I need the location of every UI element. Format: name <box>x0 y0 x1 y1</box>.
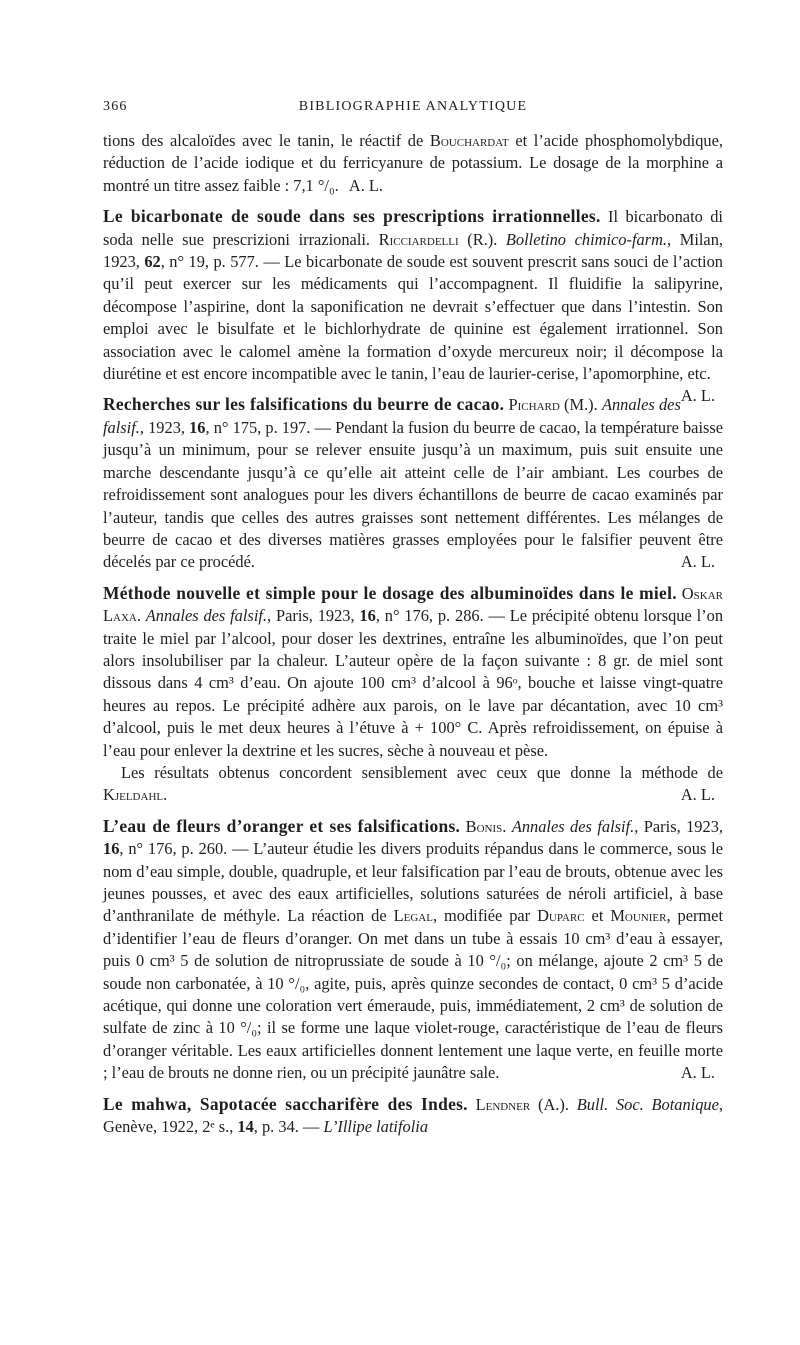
entry-body: Le bicarbonate de soude est souvent prescrit sans souci de l’action qu’il peut exercer sur les médicaments qui l’accompagnent. Il fluidifie la salipyrine, décompose l’aspirine, dont la saponification ne devrait s’effectuer que dans l’intestin. Son emploi avec le bisulfate et le bichlorhydrate de quinine est également irrationnel. Son association avec le calomel amène la formation d’oxyde mercureux noir; il décompose la diurétine et est encore incompatible avec le tanin, l’eau de laurier-cerise, l’apomorphine, etc. <box>103 252 723 384</box>
entry-body: , permet d’identifier l’eau de fleurs d’oranger. On met dans un tube à essais 10 cm³ d’eau à essayer, puis 0 cm³ 5 de solution de nitroprussiate de soude à 10 °/₀; on mélange, ajoute 2 cm³ 5 de soude non carbonatée, à 10 °/₀, agite, puis, après quinze secondes de contact, 0 cm³ 5 d’acide acétique, qui donne une coloration vert émeraude, puis, immédiatement, 2 cm³ de solution de sulfate de zinc à 10 °/₀; il se forme une laque violet-rouge, caractéristique de l’eau de fleurs d’oranger véritable. Les eaux artificielles donnent lentement une laque verte, en feuille morte ; l’eau de brouts ne donne rien, ou un précipité jaunâtre sale. <box>103 906 724 1083</box>
entry-author: Ricciardelli (R.). <box>378 229 498 249</box>
entry-reference: , Genève, 1922, 2ᵉ s., <box>103 1094 723 1137</box>
entry-volume: 16 <box>103 839 120 859</box>
author-name: Bouchardat <box>429 131 509 150</box>
entry-body: Les résultats obtenus concordent sensiblement avec ceux que donne la méthode de <box>121 762 723 782</box>
entry-mahwa <box>103 1093 723 1139</box>
entry-paragraph <box>103 762 723 807</box>
entry-body: Pendant la fusion du beurre de cacao, la température baisse jusqu’à un minimum, pour se relever ensuite jusqu’à un maximum, puis suit ensuite une marche descendante jusqu’à ce qu’elle ait atteint celle de l’air ambiant. Les courbes de refroidissement sont analogues pour les divers échantillons de beurre de cacao examinés par l’auteur, tandis que celles des autres graisses sont nettement différentes. Les mélanges de beurre de cacao et des diverses matières grasses employées pour le falsifier peuvent être décelés par ce procédé. <box>103 417 724 572</box>
signature: A. L. <box>680 1063 715 1083</box>
entry-reference: , Paris, 1923, <box>267 606 360 626</box>
entry-title: Le bicarbonate de soude dans ses prescriptions irrationnelles. <box>103 206 601 227</box>
signature: A. L. <box>680 785 715 805</box>
entry-reference: , 1923, <box>139 417 190 437</box>
signature: A. L. <box>680 552 715 572</box>
entry-body: L’auteur étudie les divers produits répandus dans le commerce, sous le nom d’eau simple, double, quadruple, et leur falsification par l’eau de brouts, obtenue avec les jeunes pousses, et avec des eaux artificielles, solutions saturées de néroli artificiel, à base d’anthranilate de méthyle. La réaction de <box>103 839 723 926</box>
entry-title: Méthode nouvelle et simple pour le dosage des albuminoïdes dans le miel. <box>103 582 677 603</box>
author-name: Duparc <box>537 906 585 926</box>
entry-title: Recherches sur les falsifications du beurre de cacao. <box>103 394 505 415</box>
entry-volume: 62 <box>144 252 161 272</box>
entry-author: Bonis. <box>460 816 512 836</box>
continuation-text: tions des alcaloïdes avec le tanin, le réactif de <box>103 131 430 150</box>
continuation-text: et l’acide phosphomolybdique, réduction de l’acide iodique et du ferricyanure de potassium. Le dosage de la morphine a montré un titre assez faible : 7,1 °/₀. <box>103 131 723 195</box>
entry-reference: Il bicarbonato di soda nelle sue prescrizioni irrazionali. <box>103 207 723 249</box>
author-name: Kjeldahl. <box>103 785 168 805</box>
page-header <box>103 92 723 114</box>
entry-reference: , n° 175, p. 197. — <box>205 417 336 437</box>
entry-reference: , Milan, 1923, <box>103 229 723 272</box>
entry-author: Lendner (A.). <box>467 1094 577 1114</box>
entry-body: L’Illipe latifolia <box>323 1117 429 1137</box>
running-title: BIBLIOGRAPHIE ANALYTIQUE <box>298 99 528 114</box>
entry-volume: 16 <box>189 417 206 437</box>
entry-beurre-cacao <box>103 393 723 573</box>
entry-author: Pichard (M.). <box>504 395 602 415</box>
continuation-paragraph <box>103 130 723 197</box>
entry-title: Le mahwa, Sapotacée saccharifère des Indes. <box>103 1093 468 1114</box>
entry-journal: Annales des falsif. <box>511 816 635 836</box>
author-name: Legal <box>393 906 433 926</box>
entry-reference: , n° 19, p. 577. — <box>160 252 285 272</box>
entry-body: , modifiée par <box>432 906 538 926</box>
entry-eau-fleurs-oranger <box>103 815 723 1085</box>
signature: A. L. <box>348 175 384 195</box>
entry-journal: Annales des falsif. <box>103 395 681 437</box>
entry-journal: Bolletino chimico-farm. <box>497 229 668 249</box>
entry-paragraph <box>103 582 723 762</box>
entry-journal: Bull. Soc. Botanique <box>576 1094 719 1114</box>
entry-body: et <box>584 906 611 926</box>
entry-volume: 16 <box>359 606 376 626</box>
entry-reference: , Paris, 1923, <box>634 816 723 836</box>
entry-body: Le précipité obtenu lorsque l’on traite le miel par l’alcool, pour doser les dextrines, entraîne les albuminoïdes, que l’on peut alors insolubiliser par la chaleur. L’auteur opère de la façon suivante : 8 gr. de miel sont dissous dans 4 cm³ d’eau. On ajoute 100 cm³ d’alcool à 96ᵒ, bouche et laisse vingt-quatre heures au repos. Le précipité adhère aux parois, on le lave par décantation, avec 10 cm³ d’alcool, puis le met deux heures à l’étuve à + 100° C. Après refroidissement, on épuise à l’eau pour enlever la dextrine et les sucres, sèche à nouveau et pèse. <box>103 606 724 760</box>
entry-volume: 14 <box>237 1117 254 1137</box>
entry-albuminoides <box>103 582 723 807</box>
entry-journal: Annales des falsif. <box>145 606 268 626</box>
page-number: 366 <box>103 99 128 114</box>
entry-author: Oskar Laxa. <box>103 583 723 626</box>
page <box>103 92 723 1146</box>
entry-reference: , p. 34. — <box>253 1117 324 1137</box>
entry-reference: , n° 176, p. 260. — <box>119 839 254 859</box>
author-name: Mounier <box>610 906 667 926</box>
entry-title: L’eau de fleurs d’oranger et ses falsifications. <box>103 815 461 836</box>
signature: A. L. <box>680 386 715 406</box>
entry-reference: , n° 176, p. 286. — <box>375 606 510 626</box>
